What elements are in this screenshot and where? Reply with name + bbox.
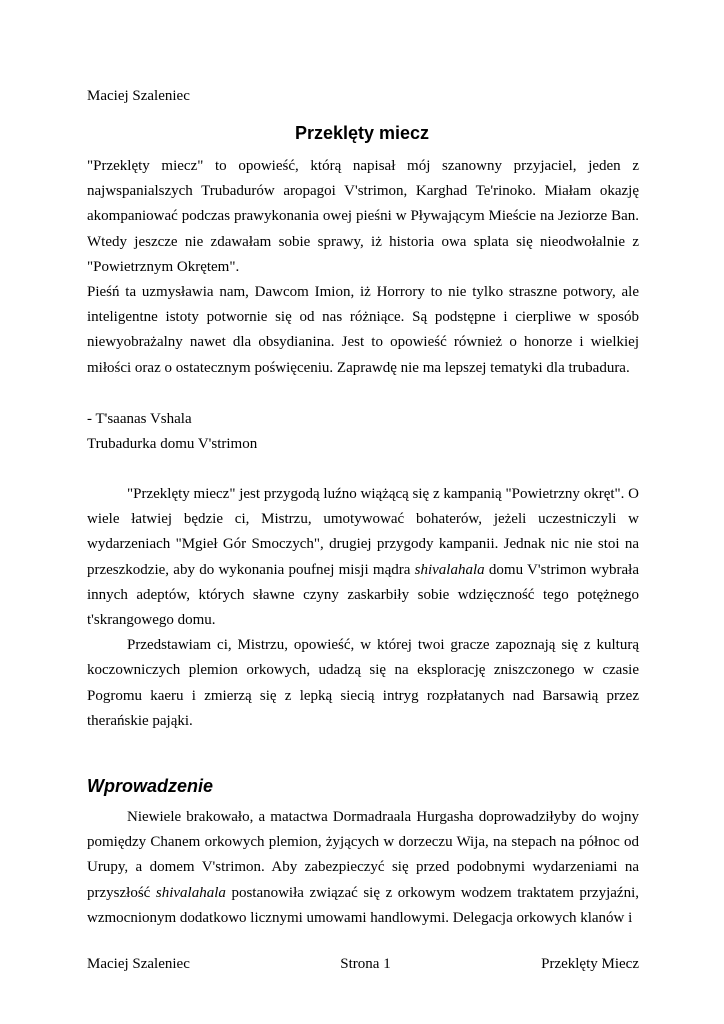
section-heading: Wprowadzenie (87, 776, 214, 796)
signature-name: - T'saanas Vshala (87, 411, 192, 427)
intro-paragraph-1: "Przeklęty miecz" to opowieść, którą napisał mój szanowny przyjaciel, jeden z najwspanialszych Trubadurów aropagoi V'strimon, Karghad Te'rinoko. Miałam okazję akompaniować podczas prawykonania owej pieśni w Pływającym Mieście na Jeziorze Ban. Wtedy jeszcze nie zdawałam sobie sprawy, iż historia owa splata się nieodwołalnie z "Powietrznym Okrętem". (87, 158, 639, 275)
section-paragraph-1-italic: shivalahala (155, 884, 226, 901)
main-paragraph-2: Przedstawiam ci, Mistrzu, opowieść, w której twoi gracze zapoznają się z kulturą koczowniczych plemion orkowych, udadzą się na eksplorację zniszczonego w czasie Pogromu kaeru i zmierzą się z lepką siecią intryg rozpłatanych nad Barsawią przez therańskie pająki. (87, 637, 639, 729)
main-paragraph-1-start: "Przeklęty miecz" jest przygodą luźno wiążącą się z kampanią "Powietrzny okręt". O wiele łatwiej będzie ci, Mistrzu, umotywować bohaterów, jeżeli uczestniczyli w wydarzeniach "Mgieł Gór Smoczych", drugiej przygody kampanii. Jednak nic nie stoi na przeszkodzie, aby do wykonania poufnej misji mądra (87, 486, 639, 578)
intro-paragraph-2: Pieśń ta uzmysławia nam, Dawcom Imion, iż Horrory to nie tylko straszne potwory, ale inteligentne istoty potwornie się od nas różniące. Są podstępne i cierpliwe w sposób niewyobrażalny nawet dla obsydianina. Jest to opowieść również o honorze i wielkiej miłości oraz o ostatecznym poświęceniu. Zaprawdę nie ma lepszej tematyki dla trubadura. (87, 284, 639, 376)
page-title: Przeklęty miecz (294, 123, 430, 143)
main-paragraph-1-end: domu V'strimon wybrała innych adeptów, których sławne czyny zaskarbiły sobie wdzięczność tego potężnego t'skrangowego domu. (87, 561, 639, 629)
section-paragraph-1-end: postanowiła związać się z orkowym wodzem traktatem przyjaźni, wzmocnionym dodatkowo licznymi umowami handlowymi. Delegacja orkowych klanów i (87, 884, 639, 926)
section-paragraph-1-start: Niewiele brakowało, a matactwa Dormadraala Hurgasha doprowadziłyby do wojny pomiędzy Chanem orkowych plemion, żyjących w dorzeczu Wija, na stepach na północ od Urupy, a domem V'strimon. Aby zabezpieczyć się przed podobnymi wydarzeniami na przyszłość (87, 809, 639, 901)
signature-title: Trubadurka domu V'strimon (87, 436, 258, 453)
footer-title: Przeklęty Miecz (541, 956, 639, 972)
signature (87, 407, 639, 457)
main-text (87, 482, 639, 734)
section-text (87, 805, 639, 931)
footer-author: Maciej Szaleniec (87, 956, 190, 972)
section-paragraph-1 (87, 805, 639, 931)
main-paragraph-1 (87, 482, 639, 633)
page-footer (87, 954, 639, 974)
header-author: Maciej Szaleniec (87, 88, 190, 104)
intro-quote (87, 154, 639, 381)
footer-page-number: Strona 1 (340, 956, 391, 972)
main-paragraph-1-italic: shivalahala (414, 561, 485, 578)
